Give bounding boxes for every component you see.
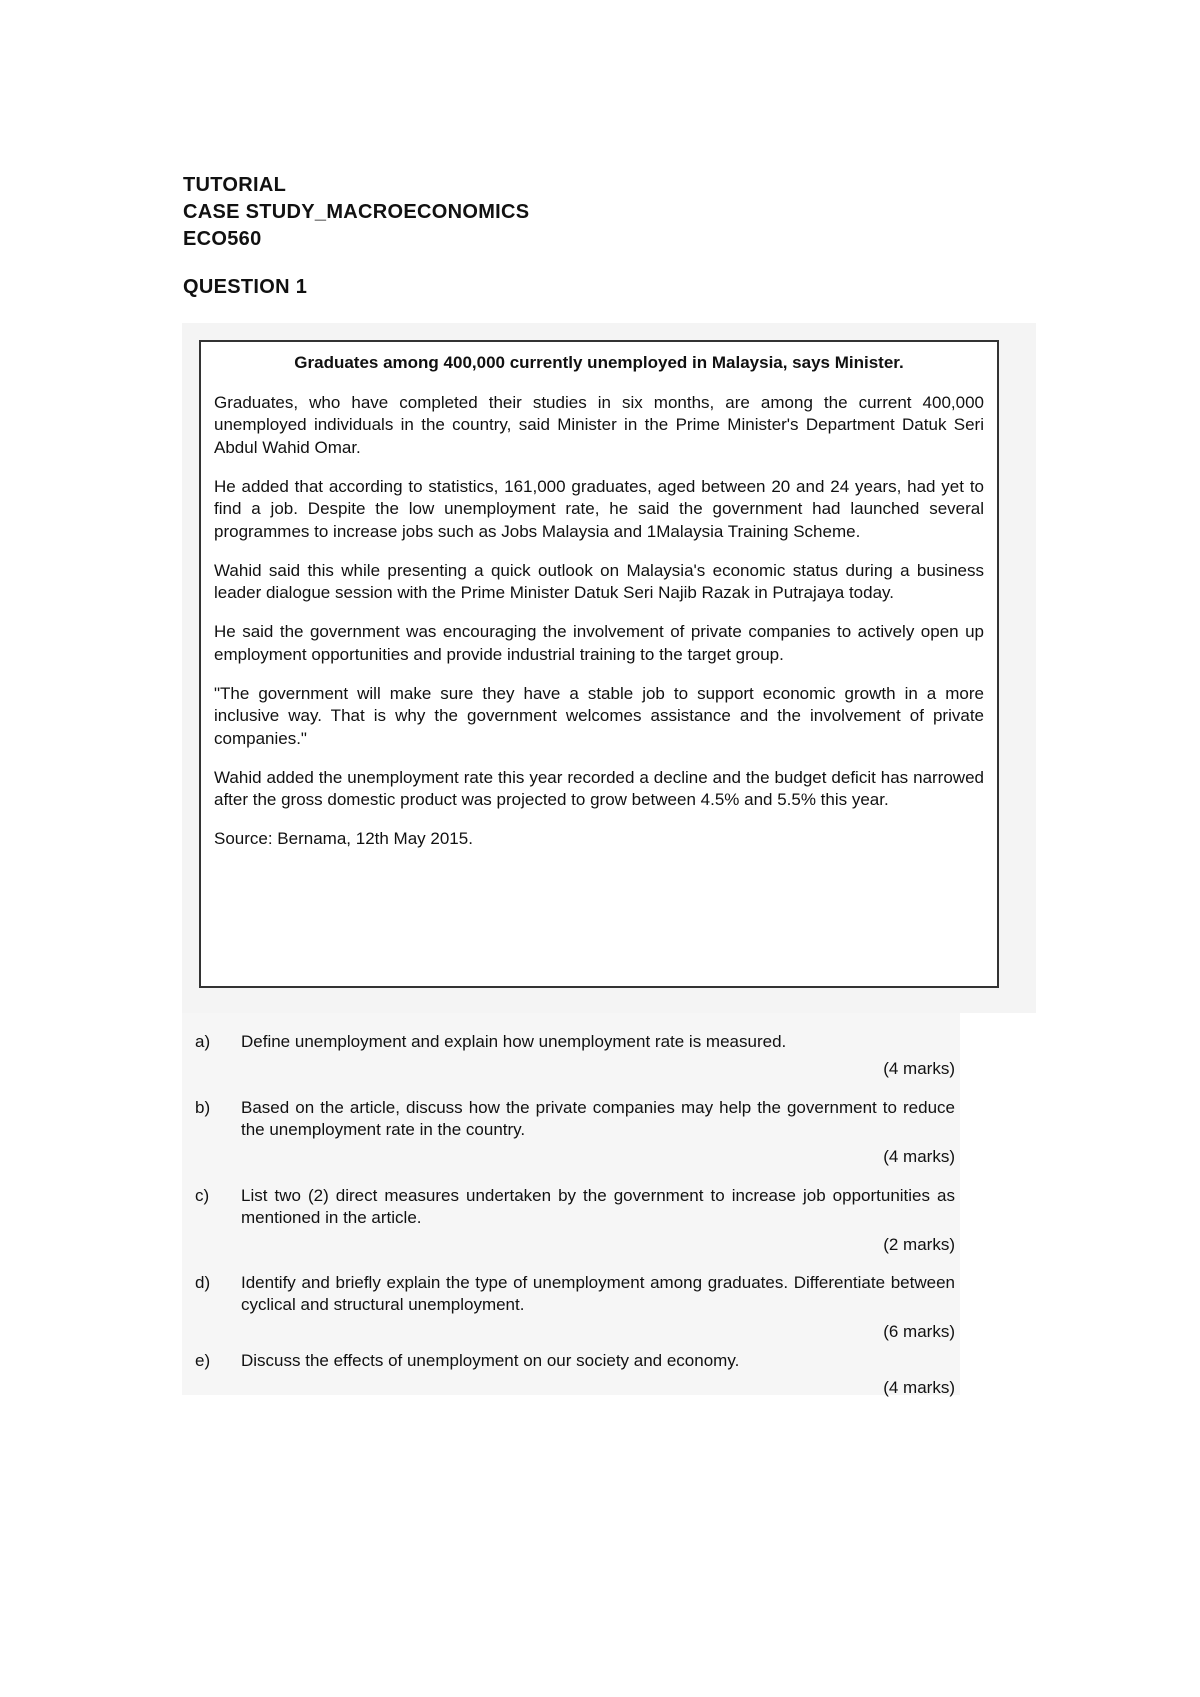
article-paragraph: "The government will make sure they have a stable job to support economic growth in a more inclusive way. That is why the government welcomes assistance and the involvement of private companies.": [214, 683, 984, 748]
article-box: [199, 340, 999, 988]
question-item-d: [195, 1272, 955, 1343]
question-marks: (2 marks): [883, 1235, 955, 1254]
header-subject: CASE STUDY_MACROECONOMICS: [183, 201, 530, 223]
question-letter: c): [195, 1186, 210, 1205]
question-item-b: [195, 1097, 955, 1168]
article-paragraph: Graduates, who have completed their studies in six months, are among the current 400,000 unemployed individuals in the country, said Minister in the Prime Minister's Department Datuk Seri Abdul Wahid Omar.: [214, 392, 984, 457]
question-item-c: [195, 1185, 955, 1256]
question-text: Define unemployment and explain how unemployment rate is measured.: [241, 1032, 787, 1051]
document-header: [183, 172, 529, 253]
question-letter: b): [195, 1098, 211, 1117]
article-paragraph: He added that according to statistics, 161,000 graduates, aged between 20 and 24 years, had yet to find a job. Despite the low unemployment rate, he said the government had launched several programmes to increase jobs such as Jobs Malaysia and 1Malaysia Training Scheme.: [214, 476, 984, 541]
article-paragraph: Wahid added the unemployment rate this year recorded a decline and the budget deficit has narrowed after the gross domestic product was projected to grow between 4.5% and 5.5% this year.: [214, 767, 984, 809]
question-marks: (4 marks): [883, 1059, 955, 1078]
question-marks: (6 marks): [883, 1322, 955, 1341]
article-source: Source: Bernama, 12th May 2015.: [214, 829, 473, 848]
question-marks: (4 marks): [883, 1147, 955, 1166]
question-marks: (4 marks): [883, 1378, 955, 1397]
article-paragraph: Wahid said this while presenting a quick outlook on Malaysia's economic status during a business leader dialogue session with the Prime Minister Datuk Seri Najib Razak in Putrajaya today.: [214, 560, 984, 602]
question-text: Identify and briefly explain the type of unemployment among graduates. Differentiate between cyclical and structural unemployment.: [241, 1273, 955, 1314]
question-text: Based on the article, discuss how the private companies may help the government to reduce the unemployment rate in the country.: [241, 1098, 955, 1139]
question-text: List two (2) direct measures undertaken by the government to increase job opportunities as mentioned in the article.: [241, 1186, 955, 1227]
article-title: Graduates among 400,000 currently unemployed in Malaysia, says Minister.: [294, 353, 904, 372]
question-letter: e): [195, 1351, 211, 1370]
header-course-code: ECO560: [183, 228, 262, 250]
question-letter: d): [195, 1273, 211, 1292]
question-letter: a): [195, 1032, 211, 1051]
question-item-a: [195, 1031, 955, 1080]
article-paragraph: He said the government was encouraging the involvement of private companies to actively open up employment opportunities and provide industrial training to the target group.: [214, 622, 984, 664]
question-item-e: [195, 1350, 955, 1399]
header-title: TUTORIAL: [183, 174, 287, 196]
question-number: QUESTION 1: [183, 276, 308, 298]
question-text: Discuss the effects of unemployment on our society and economy.: [241, 1351, 740, 1370]
